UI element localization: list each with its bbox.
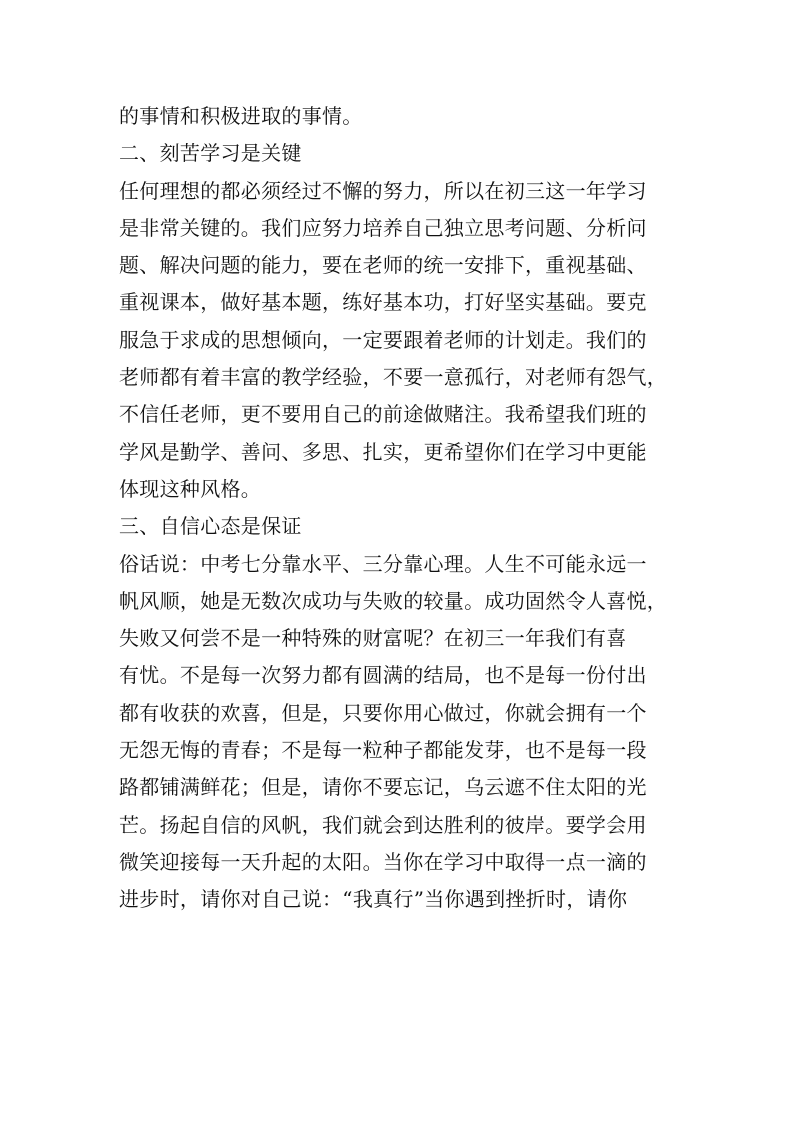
text-line: 重视课本，做好基本题，练好基本功，打好坚实基础。要克 [119, 290, 647, 315]
text-line: 路都铺满鲜花；但是，请你不要忘记，乌云遮不住太阳的光 [119, 775, 647, 800]
text-line: 是非常关键的。我们应努力培养自己独立思考问题、分析问 [119, 215, 647, 240]
text-line: 芒。扬起自信的风帆，我们就会到达胜利的彼岸。要学会用 [119, 812, 647, 837]
text-line: 学风是勤学、善问、多思、扎实，更希望你们在学习中更能 [119, 439, 647, 464]
section-heading: 二、刻苦学习是关键 [119, 141, 302, 166]
text-line: 都有收获的欢喜，但是，只要你用心做过，你就会拥有一个 [119, 700, 647, 725]
section-heading: 三、自信心态是保证 [119, 514, 302, 539]
text-line: 体现这种风格。 [119, 476, 262, 501]
document-body [119, 98, 689, 919]
text-line: 无怨无悔的青春；不是每一粒种子都能发芽，也不是每一段 [119, 738, 647, 763]
text-line: 俗话说：中考七分靠水平、三分靠心理。人生不可能永远一 [119, 551, 647, 576]
text-line: 任何理想的都必须经过不懈的努力，所以在初三这一年学习 [119, 178, 647, 203]
text-line: 帆风顺，她是无数次成功与失败的较量。成功固然令人喜悦， [119, 588, 668, 613]
text-line: 服急于求成的思想倾向，一定要跟着老师的计划走。我们的 [119, 327, 647, 352]
text-line: 题、解决问题的能力，要在老师的统一安排下，重视基础、 [119, 253, 647, 278]
text-line: 微笑迎接每一天升起的太阳。当你在学习中取得一点一滴的 [119, 849, 647, 874]
text-line: 不信任老师，更不要用自己的前途做赌注。我希望我们班的 [119, 402, 647, 427]
text-line: 失败又何尝不是一种特殊的财富呢？在初三一年我们有喜 [119, 626, 627, 651]
text-line: 的事情和积极进取的事情。 [119, 104, 363, 128]
text-line: 老师都有着丰富的教学经验，不要一意孤行，对老师有怨气， [119, 365, 668, 390]
text-line: 有忧。不是每一次努力都有圆满的结局，也不是每一份付出 [119, 663, 647, 688]
text-line: 进步时，请你对自己说：“我真行”当你遇到挫折时，请你 [119, 887, 628, 912]
